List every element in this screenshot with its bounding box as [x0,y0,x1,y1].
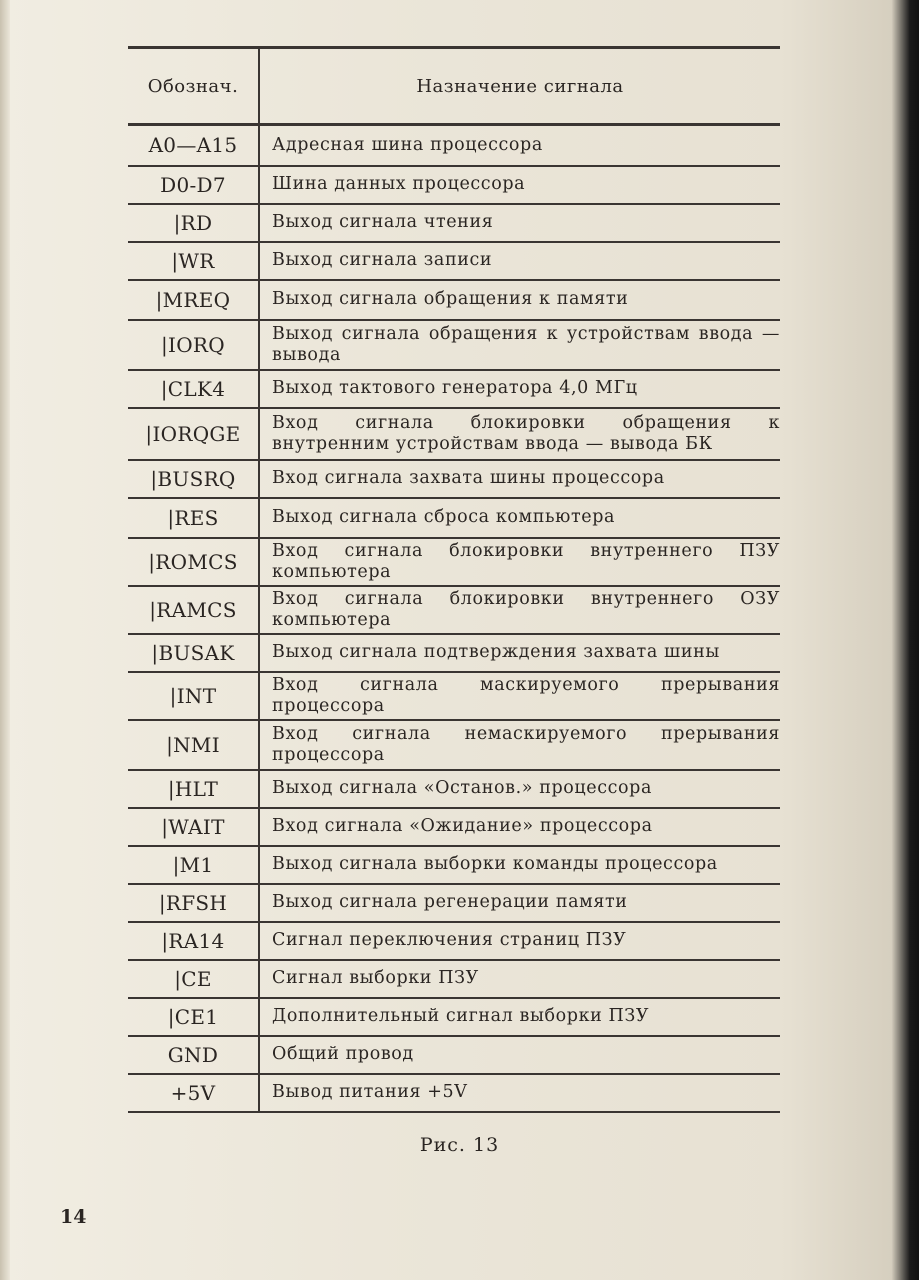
table-row [128,720,780,770]
signal-description: Выход сигнала записи [259,242,780,280]
table-row [128,808,780,846]
header-description: Назначение сигнала [259,48,780,125]
signal-description: Выход сигнала обращения к устройствам ввода — вывода [259,320,780,370]
table-row [128,460,780,498]
signal-code: |IORQGE [128,408,259,460]
table-row [128,538,780,586]
signal-description: Дополнительный сигнал выборки ПЗУ [259,998,780,1036]
signal-description: Вход сигнала блокировки обращения к внутренним устройствам ввода — вывода БК [259,408,780,460]
signal-code: |M1 [128,846,259,884]
table-row [128,125,780,166]
table-row [128,960,780,998]
table-row [128,1074,780,1112]
signal-description: Выход сигнала сброса компьютера [259,498,780,538]
table-row [128,280,780,320]
table-row [128,846,780,884]
signal-description: Сигнал выборки ПЗУ [259,960,780,998]
signal-code: |HLT [128,770,259,808]
signal-code: |RES [128,498,259,538]
signal-code: |NMI [128,720,259,770]
signal-table [128,46,780,1113]
table-row [128,672,780,720]
signal-description: Шина данных процессора [259,166,780,204]
table-row [128,408,780,460]
table-row [128,204,780,242]
signal-code: +5V [128,1074,259,1112]
signal-description: Вход сигнала блокировки внутреннего ОЗУ компьютера [259,586,780,634]
signal-code: |ROMCS [128,538,259,586]
signal-code: |CE1 [128,998,259,1036]
signal-description: Вход сигнала блокировки внутреннего ПЗУ компьютера [259,538,780,586]
signal-code: |CLK4 [128,370,259,408]
signal-code: D0-D7 [128,166,259,204]
signal-description: Выход сигнала выборки команды процессора [259,846,780,884]
signal-code: |WAIT [128,808,259,846]
table-row [128,634,780,672]
signal-code: |BUSRQ [128,460,259,498]
signal-description: Сигнал переключения страниц ПЗУ [259,922,780,960]
signal-description: Вход сигнала «Ожидание» процессора [259,808,780,846]
signal-code: |WR [128,242,259,280]
signal-description: Вход сигнала захвата шины процессора [259,460,780,498]
signal-description: Адресная шина процессора [259,125,780,166]
table-row [128,998,780,1036]
signal-description: Выход сигнала подтверждения захвата шины [259,634,780,672]
signal-description: Вход сигнала немаскируемого прерывания процессора [259,720,780,770]
signal-description: Выход сигнала чтения [259,204,780,242]
signal-description: Общий провод [259,1036,780,1074]
signal-description: Выход сигнала регенерации памяти [259,884,780,922]
page-number: 14 [60,1206,87,1228]
table-row [128,884,780,922]
signal-code: |RD [128,204,259,242]
table-row [128,586,780,634]
signal-code: GND [128,1036,259,1074]
signal-code: A0—A15 [128,125,259,166]
signal-code: |CE [128,960,259,998]
signal-description: Выход сигнала обращения к памяти [259,280,780,320]
signal-code: |BUSAK [128,634,259,672]
page-gutter [0,0,10,1280]
signal-description: Вход сигнала маскируемого прерывания процессора [259,672,780,720]
table-row [128,770,780,808]
figure-caption: Рис. 13 [419,1134,500,1156]
signal-code: |IORQ [128,320,259,370]
signal-description: Вывод питания +5V [259,1074,780,1112]
header-code: Обознач. [128,48,259,125]
table-row [128,922,780,960]
table-row [128,320,780,370]
signal-code: |INT [128,672,259,720]
table-row [128,166,780,204]
signal-description: Выход сигнала «Останов.» процессора [259,770,780,808]
signal-code: |RA14 [128,922,259,960]
table-row [128,370,780,408]
signal-code: |MREQ [128,280,259,320]
table-row [128,498,780,538]
table-body [128,125,780,1112]
table-row [128,242,780,280]
signal-code: |RFSH [128,884,259,922]
signal-description: Выход тактового генератора 4,0 МГц [259,370,780,408]
table-header-row [128,48,780,125]
table-row [128,1036,780,1074]
signal-code: |RAMCS [128,586,259,634]
